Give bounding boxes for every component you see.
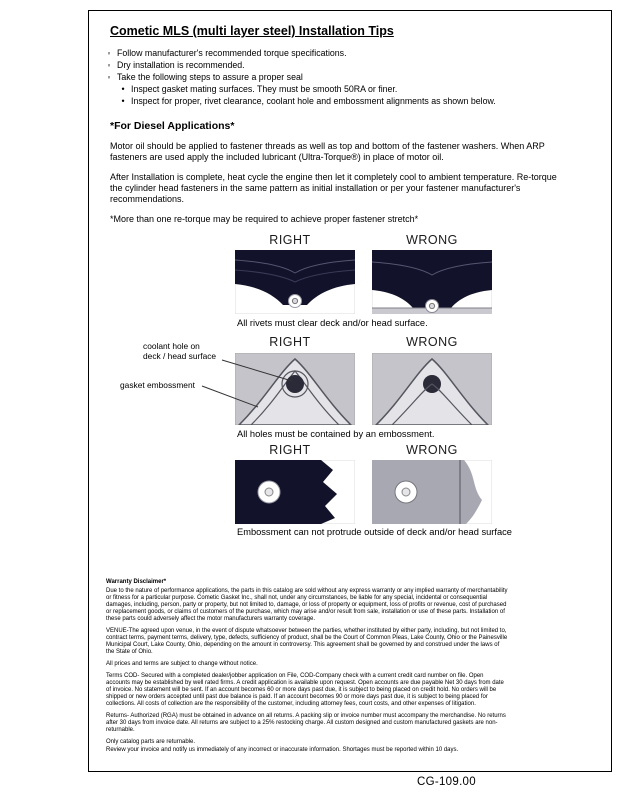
tips-list [105,47,597,107]
warranty-paragraph: Due to the nature of performance applications, the parts in this catalog are sold without any express warranty or any implied warranty of merchantability or fitness for a particular purpose. Cometic Gasket Inc., shall not, under any circumstances, be liable for any special, incidental or consequential damages, including, person, party or property, but not limited to, damage, or loss of property or equipment, loss of profits or revenue, cost of purchased or replacement goods, or claims of customers of the purchase, which may arise and/or result from sale, installation or use of these parts. Installation of these parts could adversely affect the motor manufacturers warranty coverage. [106,588,508,622]
list-item [105,47,597,59]
rivet-clearance-right-diagram [235,250,355,314]
terms-cod-paragraph: Terms COD- Secured with a completed dealer/jobber application on File, COD-Company check with a current credit card number on file. Open accounts may be established by well rated firms. A credit application is available upon request. Open accounts are due payable Net 30 days from date of invoice. No statement will be sent. If an account becomes 60 or more days past due, it is subject to being placed on credit hold. No orders will be shipped or new orders accepted until past due balance is paid. If an account becomes 90 or more days past due, it is subject to being placed for collections. All costs of collection are the responsibility of the customer, including attorney fees, court costs, and other expenses of litigation. [106,673,504,707]
diagram-caption: All rivets must clear deck and/or head surface. [237,318,428,328]
tip-text: Take the following steps to assure a proper seal [117,72,303,82]
embossment-protrusion-right-diagram [235,460,355,524]
filled-bullet-icon: • [121,84,125,94]
prices-notice: All prices and terms are subject to change without notice. [106,661,258,667]
wrong-column-label: WRONG [406,335,458,349]
page-title: Cometic MLS (multi layer steel) Installation Tips [110,24,394,38]
coolant-hole-annotation [143,341,216,361]
diagram-section [110,233,520,555]
open-bullet-icon: ◦ [107,72,111,82]
diagram-caption: Embossment can not protrude outside of deck and/or head surface [237,527,512,537]
list-item [119,95,597,107]
tip-text: Inspect gasket mating surfaces. They must be smooth 50RA or finer. [131,84,398,94]
diesel-paragraph-2: After Installation is complete, heat cycle the engine then let it completely cool to ambient temperature. Re-torque the cylinder head fasteners in the same pattern as initial installation or per your fastener manufacturer's recommendations. [110,172,557,204]
page-code: CG-109.00 [417,776,476,788]
right-column-label: RIGHT [269,233,311,247]
wrong-column-label: WRONG [406,233,458,247]
list-item [105,59,597,71]
open-bullet-icon: ◦ [107,60,111,70]
rivet-clearance-wrong-diagram [372,250,492,314]
list-item [119,83,597,95]
open-bullet-icon: ◦ [107,48,111,58]
tip-text: Dry installation is recommended. [117,60,245,70]
warranty-section [106,579,508,754]
right-column-label: RIGHT [269,443,311,457]
wrong-column-label: WRONG [406,443,458,457]
embossment-protrusion-wrong-diagram [372,460,492,524]
venue-paragraph: VENUE-The agreed upon venue, in the event of dispute whatsoever between the parties, whether instituted by either party, including, but not limited to, contract terms, payment terms, delivery, type, defects, sufficiency of product, shall be the Court of Common Pleas, Lake County, Ohio or the Painesville Municipal Court, Lake County, Ohio, depending on the amount in controversy. This agreement shall be governed by and construed under the laws of the State of Ohio. [106,628,508,655]
retorque-note: *More than one re-torque may be required to achieve proper fastener stretch* [110,214,419,224]
diesel-paragraph-1: Motor oil should be applied to fastener threads as well as top and bottom of the fastener washers. When ARP fasteners are used apply the included lubricant (Ultra-Torque®) in place of motor oil. [110,141,545,162]
filled-bullet-icon: • [121,96,125,106]
gasket-embossment-annotation: gasket embossment [120,380,195,390]
hole-containment-wrong-diagram [372,353,492,425]
tip-text: Follow manufacturer's recommended torque specifications. [117,48,347,58]
tip-text: Inspect for proper, rivet clearance, coolant hole and embossment alignments as shown below. [131,96,496,106]
diesel-heading: *For Diesel Applications* [110,120,235,132]
page-content [89,11,611,754]
catalog-page [88,10,612,772]
list-item [105,71,597,83]
annotation-line: deck / head surface [143,351,217,361]
right-column-label: RIGHT [269,335,311,349]
invoice-review-note: Review your invoice and notify us immediately of any incorrect or inaccurate information. Shortages must be reported within 10 days. [106,747,459,753]
diagram-caption: All holes must be contained by an embossment. [237,429,435,439]
warranty-heading: Warranty Disclaimer* [106,579,167,585]
hole-containment-right-diagram [235,353,355,425]
returns-paragraph: Returns- Authorized (RGA) must be obtained in advance on all returns. A packing slip or invoice number must accompany the merchandise. No returns after 30 days from invoice date. All returns are subject to a 25% restocking charge. All custom designed and custom manufactured gaskets are non-returnable. [106,713,506,733]
catalog-parts-note: Only catalog parts are returnable. [106,739,196,745]
annotation-line: coolant hole on [143,341,200,351]
